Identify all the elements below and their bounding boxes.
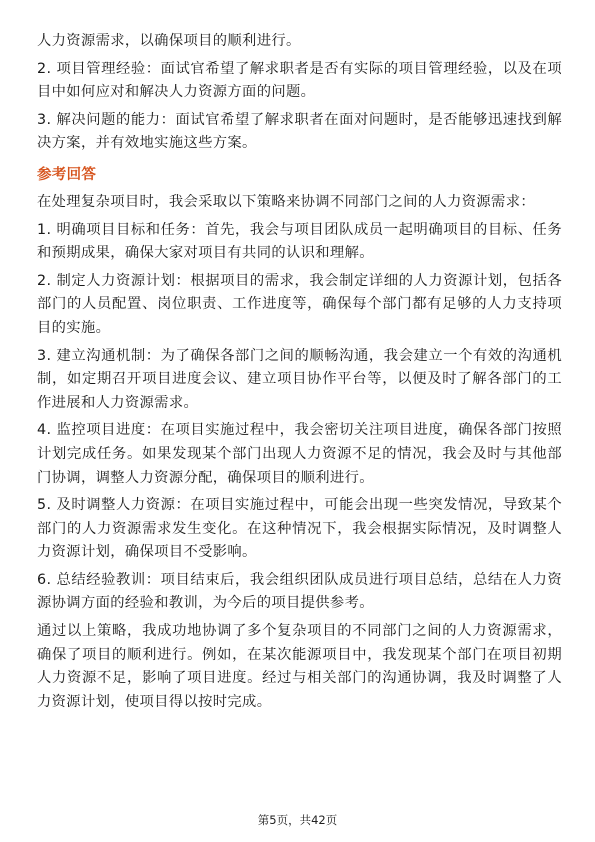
- answer-item-5: 5. 及时调整人力资源：在项目实施过程中，可能会出现一些突发情况，导致某个部门的人力资源需求发生变化。在这种情况下，我会根据实际情况，及时调整人力资源计划，确保项目不受影响。: [37, 497, 562, 561]
- answer-item-4: 4. 监控项目进度：在项目实施过程中，我会密切关注项目进度，确保各部门按照计划完成任务。如果发现某个部门出现人力资源不足的情况，我会及时与其他部门协调，调整人力资源分配，确保项目的顺利进行。: [37, 422, 562, 486]
- answer-item-2: 2. 制定人力资源计划：根据项目的需求，我会制定详细的人力资源计划，包括各部门的人员配置、岗位职责、工作进度等，确保每个部门都有足够的人力支持项目的实施。: [37, 272, 562, 336]
- answer-item-6: 6. 总结经验教训：项目结束后，我会组织团队成员进行项目总结，总结在人力资源协调方面的经验和教训，为今后的项目提供参考。: [37, 571, 562, 612]
- page-number-footer: 第5页，共42页: [257, 813, 338, 827]
- section-heading-reference-answer: 参考回答: [37, 166, 97, 183]
- answer-intro: 在处理复杂项目时，我会采取以下策略来协调不同部门之间的人力资源需求：: [37, 193, 535, 210]
- criterion-problem-solving: 3. 解决问题的能力：面试官希望了解求职者在面对问题时，是否能够迅速找到解决方案，并有效地实施这些方案。: [37, 111, 562, 152]
- criterion-project-management: 2. 项目管理经验：面试官希望了解求职者是否有实际的项目管理经验，以及在项目中如何应对和解决人力资源方面的问题。: [37, 60, 562, 101]
- paragraph-continuation: 人力资源需求，以确保项目的顺利进行。: [37, 33, 301, 49]
- answer-conclusion: 通过以上策略，我成功地协调了多个复杂项目的不同部门之间的人力资源需求，确保了项目的顺利进行。例如，在某次能源项目中，我发现某个部门在项目初期人力资源不足，影响了项目进度。经过与相关部门的沟通协调，我及时调整了人力资源计划，使项目得以按时完成。: [37, 623, 562, 710]
- answer-item-1: 1. 明确项目目标和任务：首先，我会与项目团队成员一起明确项目的目标、任务和预期成果，确保大家对项目有共同的认识和理解。: [37, 221, 562, 262]
- answer-item-3: 3. 建立沟通机制：为了确保各部门之间的顺畅沟通，我会建立一个有效的沟通机制，如定期召开项目进度会议、建立项目协作平台等，以便及时了解各部门的工作进展和人力资源需求。: [37, 347, 562, 411]
- document-body: [37, 30, 562, 714]
